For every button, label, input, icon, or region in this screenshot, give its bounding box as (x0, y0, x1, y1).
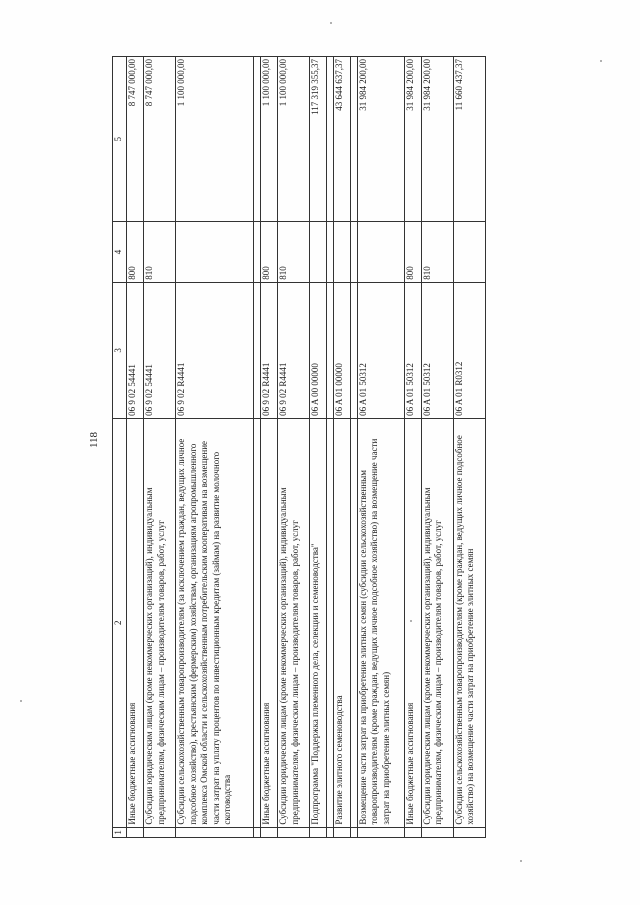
header-col-3: 3 (113, 282, 127, 418)
row-type-cell (176, 222, 254, 282)
row-type-cell: 800 (261, 222, 278, 282)
table-row (333, 57, 350, 838)
scan-speck (600, 60, 602, 62)
row-name-cell: Субсидии юридическим лицам (кроме некоммерческих организаций), индивидуальным предпринимателям, физическим лицам – производителям товаров, работ, услуг (144, 418, 176, 827)
row-type-cell (333, 222, 350, 282)
row-name-cell: Субсидии сельскохозяйственным товаропроизводителям (кроме граждан, ведущих личное подсобное хозяйство) на возмещение части затрат на приобретение элитных семян (453, 418, 485, 827)
scan-speck (330, 22, 332, 24)
spacer-cell (350, 418, 357, 827)
row-num-cell (333, 827, 350, 837)
row-amount-cell: 11 660 437,37 (453, 57, 485, 222)
spacer-cell (254, 57, 261, 222)
row-name-cell: Иные бюджетные ассигнования (405, 418, 422, 827)
spacer-cell (326, 222, 333, 282)
row-code-cell: 06 A 01 50312 (357, 282, 404, 418)
row-type-cell: 810 (278, 222, 310, 282)
row-amount-cell: 31 984 200,00 (405, 57, 422, 222)
table-row (261, 57, 278, 838)
row-type-cell (357, 222, 404, 282)
row-amount-cell: 117 319 355,37 (310, 57, 327, 222)
spacer-cell (254, 418, 261, 827)
scan-speck (20, 700, 22, 702)
row-type-cell: 800 (405, 222, 422, 282)
spacer-cell (326, 827, 333, 837)
table-row (310, 57, 327, 838)
row-name-cell: Иные бюджетные ассигнования (127, 418, 144, 827)
row-amount-cell: 31 984 200,00 (357, 57, 404, 222)
spacer-cell (326, 418, 333, 827)
table-row (421, 57, 453, 838)
spacer-row (350, 57, 357, 838)
spacer-cell (350, 57, 357, 222)
row-code-cell: 06 9 02 R4441 (261, 282, 278, 418)
page-number: 118 (88, 431, 100, 449)
table-row (357, 57, 404, 838)
row-amount-cell: 8 747 000,00 (144, 57, 176, 222)
budget-table-rotated (112, 56, 486, 838)
row-type-cell (453, 222, 485, 282)
row-type-cell: 810 (144, 222, 176, 282)
row-code-cell: 06 A 01 50312 (405, 282, 422, 418)
spacer-cell (326, 282, 333, 418)
row-code-cell: 06 A 00 00000 (310, 282, 327, 418)
budget-table (112, 56, 486, 838)
row-name-cell: Субсидии юридическим лицам (кроме некоммерческих организаций), индивидуальным предпринимателям, физическим лицам – производителям товаров, работ, услуг (278, 418, 310, 827)
row-num-cell (357, 827, 404, 837)
row-type-cell (310, 222, 327, 282)
spacer-row (326, 57, 333, 838)
header-col-1: 1 (113, 827, 127, 837)
row-name-cell: Развитие элитного семеноводства (333, 418, 350, 827)
table-row (453, 57, 485, 838)
spacer-cell (254, 282, 261, 418)
scan-speck (410, 620, 412, 622)
row-type-cell: 800 (127, 222, 144, 282)
spacer-cell (350, 222, 357, 282)
table-row (278, 57, 310, 838)
table-body (127, 57, 486, 838)
header-col-4: 4 (113, 222, 127, 282)
row-amount-cell: 31 984 200,00 (421, 57, 453, 222)
row-code-cell: 06 A 01 R0312 (453, 282, 485, 418)
row-code-cell: 06 9 02 R4441 (278, 282, 310, 418)
header-col-5: 5 (113, 57, 127, 222)
table-row (176, 57, 254, 838)
row-num-cell (310, 827, 327, 837)
row-name-cell: Иные бюджетные ассигнования (261, 418, 278, 827)
spacer-row (254, 57, 261, 838)
row-name-cell: Подпрограмма "Поддержка племенного дела, селекции и семеноводства" (310, 418, 327, 827)
header-col-2: 2 (113, 418, 127, 827)
row-amount-cell: 8 747 000,00 (127, 57, 144, 222)
row-name-cell: Субсидии сельскохозяйственным товаропроизводителям (за исключением граждан, ведущих личное подсобное хозяйство), крестьянским (фермерским) хозяйствам, организациям агропромышленного комплекса Омской области и сельскохозяйственным потребительским кооперативам на возмещение части затрат на уплату процентов по инвестиционным кредитам (займам) на развитие молочного скотоводства (176, 418, 254, 827)
row-num-cell (278, 827, 310, 837)
spacer-cell (326, 57, 333, 222)
spacer-cell (254, 222, 261, 282)
header-row (113, 57, 127, 838)
row-code-cell: 06 9 02 54441 (144, 282, 176, 418)
row-code-cell: 06 9 02 54441 (127, 282, 144, 418)
table-row (144, 57, 176, 838)
table-row (405, 57, 422, 838)
row-name-cell: Субсидии юридическим лицам (кроме некоммерческих организаций), индивидуальным предпринимателям, физическим лицам – производителям товаров, работ, услуг (421, 418, 453, 827)
row-num-cell (453, 827, 485, 837)
spacer-cell (254, 827, 261, 837)
row-amount-cell: 1 100 000,00 (176, 57, 254, 222)
row-num-cell (405, 827, 422, 837)
row-amount-cell: 1 100 000,00 (278, 57, 310, 222)
row-num-cell (176, 827, 254, 837)
table-row (127, 57, 144, 838)
row-num-cell (144, 827, 176, 837)
row-num-cell (127, 827, 144, 837)
row-type-cell: 810 (421, 222, 453, 282)
spacer-cell (350, 282, 357, 418)
row-code-cell: 06 A 01 00000 (333, 282, 350, 418)
spacer-cell (350, 827, 357, 837)
row-code-cell: 06 A 01 50312 (421, 282, 453, 418)
row-amount-cell: 1 100 000,00 (261, 57, 278, 222)
row-amount-cell: 43 644 637,37 (333, 57, 350, 222)
scan-speck (520, 860, 522, 862)
row-name-cell: Возмещение части затрат на приобретение элитных семян (субсидии сельскохозяйственным товаропроизводителям (кроме граждан, ведущих личное подсобное хозяйство) на возмещение части затрат на приобретение элитных семян) (357, 418, 404, 827)
row-num-cell (421, 827, 453, 837)
row-code-cell: 06 9 02 R4441 (176, 282, 254, 418)
row-num-cell (261, 827, 278, 837)
